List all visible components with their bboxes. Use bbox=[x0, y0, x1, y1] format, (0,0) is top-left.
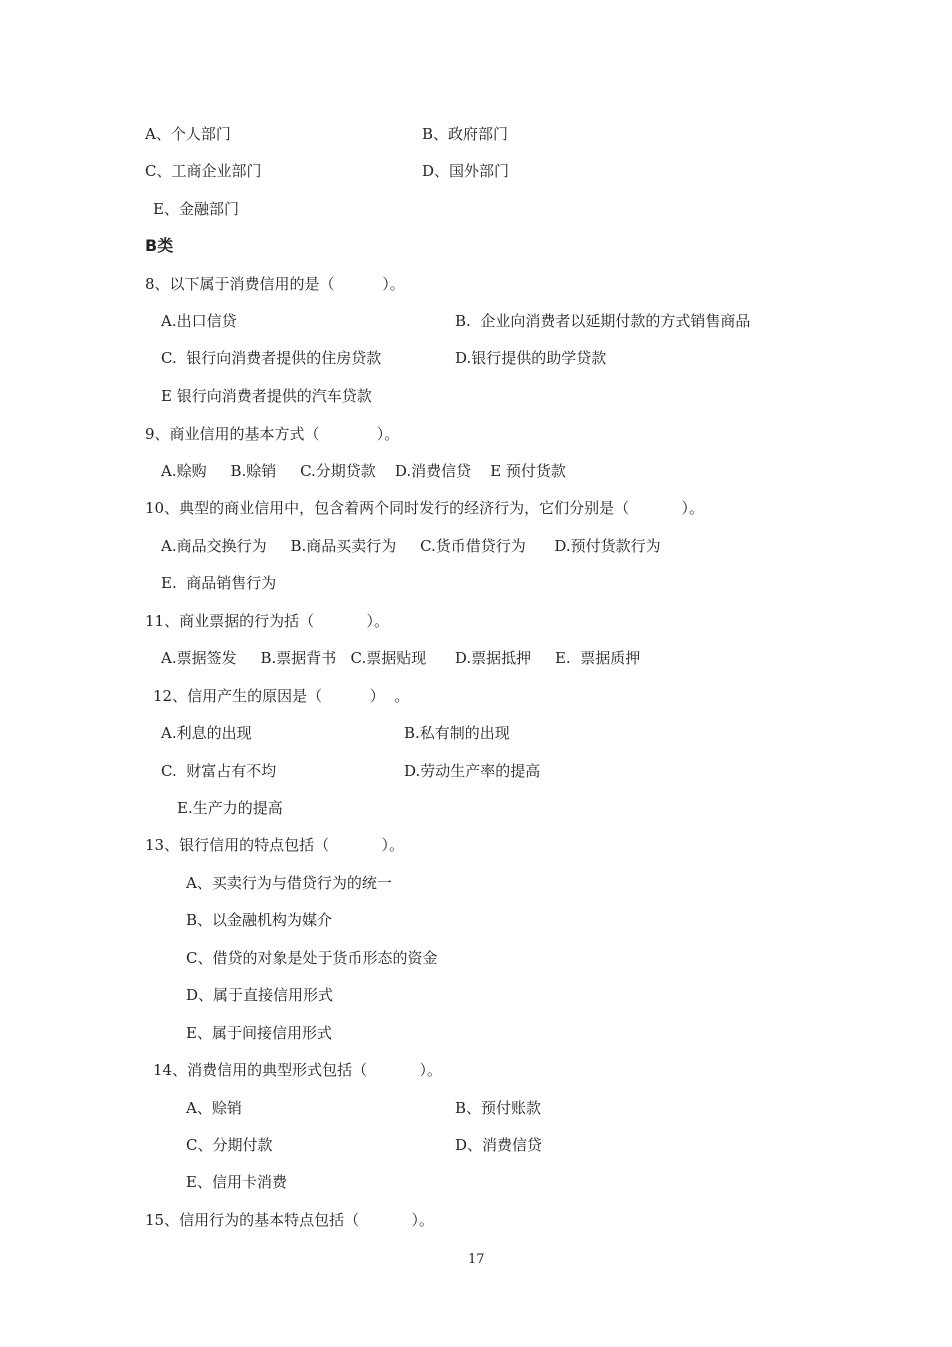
option-1b: B、政府部门 bbox=[422, 125, 509, 143]
question-13-option-c: C、借贷的对象是处于货币形态的资金 bbox=[186, 949, 438, 967]
question-13: 13、银行信用的特点包括（ ）。 bbox=[145, 836, 405, 854]
question-8-option-a: A.出口信贷 bbox=[161, 312, 237, 330]
page-number: 17 bbox=[468, 1252, 485, 1267]
question-14: 14、消费信用的典型形式包括（ ）。 bbox=[153, 1061, 443, 1079]
section-heading: B类 bbox=[145, 236, 174, 255]
question-12: 12、信用产生的原因是（ ） 。 bbox=[153, 687, 410, 705]
question-8-option-e: E 银行向消费者提供的汽车贷款 bbox=[161, 387, 372, 405]
question-8-option-c: C. 银行向消费者提供的住房贷款 bbox=[161, 349, 382, 367]
option-3a: E、金融部门 bbox=[153, 200, 239, 218]
question-12-option-a: A.利息的出现 bbox=[161, 724, 252, 742]
question-12-option-d: D.劳动生产率的提高 bbox=[404, 762, 541, 780]
question-13-option-e: E、属于间接信用形式 bbox=[186, 1024, 332, 1042]
question-14-option-c: C、分期付款 bbox=[186, 1136, 273, 1154]
question-13-option-b: B、以金融机构为媒介 bbox=[186, 911, 333, 929]
question-15: 15、信用行为的基本特点包括（ ）。 bbox=[145, 1211, 435, 1229]
option-2a: C、工商企业部门 bbox=[145, 162, 262, 180]
question-8: 8、以下属于消费信用的是（ ）。 bbox=[145, 275, 405, 293]
question-11-options: A.票据签发 B.票据背书 C.票据贴现 D.票据抵押 E. 票据质押 bbox=[161, 649, 641, 667]
question-9-options: A.赊购 B.赊销 C.分期贷款 D.消费信贷 E 预付货款 bbox=[161, 462, 566, 480]
question-8-option-b: B. 企业向消费者以延期付款的方式销售商品 bbox=[455, 312, 751, 330]
question-10: 10、典型的商业信用中，包含着两个同时发行的经济行为，它们分别是（ ）。 bbox=[145, 499, 705, 517]
question-14-option-e: E、信用卡消费 bbox=[186, 1173, 287, 1191]
question-8-option-d: D.银行提供的助学贷款 bbox=[455, 349, 607, 367]
question-13-option-d: D、属于直接信用形式 bbox=[186, 986, 334, 1004]
question-12-option-e: E.生产力的提高 bbox=[177, 799, 283, 817]
question-12-option-c: C. 财富占有不均 bbox=[161, 762, 277, 780]
question-14-option-a: A、赊销 bbox=[186, 1099, 242, 1117]
option-2b: D、国外部门 bbox=[422, 162, 510, 180]
question-9: 9、商业信用的基本方式（ ）。 bbox=[145, 425, 400, 443]
question-14-option-b: B、预付账款 bbox=[455, 1099, 542, 1117]
question-13-option-a: A、买卖行为与借贷行为的统一 bbox=[186, 874, 392, 892]
option-1a: A、个人部门 bbox=[145, 125, 231, 143]
question-12-option-b: B.私有制的出现 bbox=[404, 724, 510, 742]
question-10-options: A.商品交换行为 B.商品买卖行为 C.货币借贷行为 D.预付货款行为 bbox=[161, 537, 661, 555]
question-14-option-d: D、消费信贷 bbox=[455, 1136, 543, 1154]
question-10-option-e: E. 商品销售行为 bbox=[161, 574, 277, 592]
question-11: 11、商业票据的行为括（ ）。 bbox=[145, 612, 390, 630]
